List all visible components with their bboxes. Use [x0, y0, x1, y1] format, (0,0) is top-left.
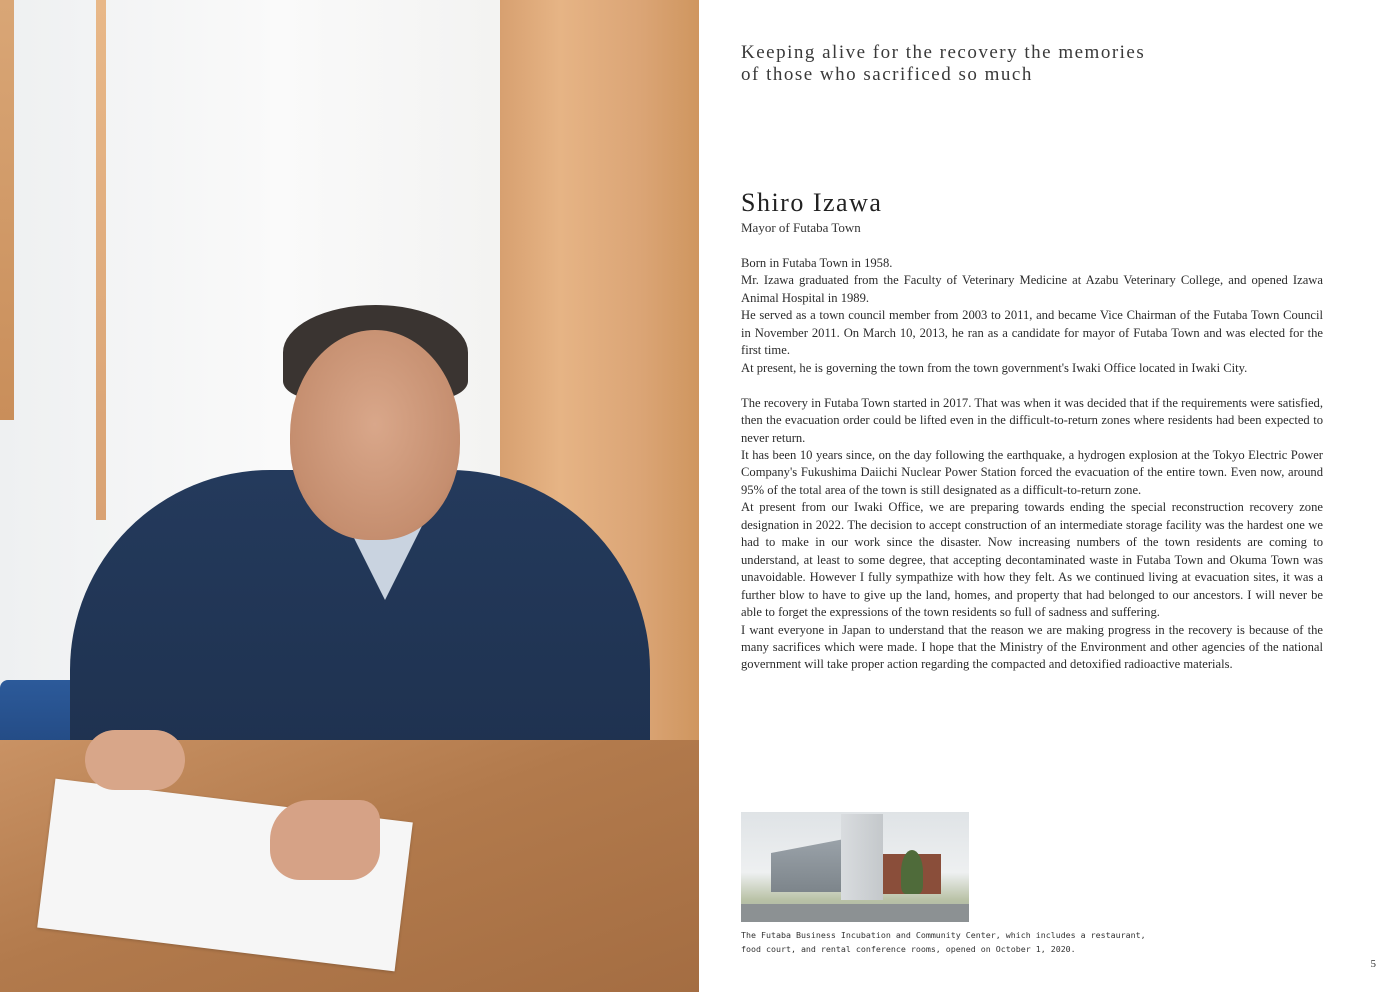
profile-name: Shiro Izawa [741, 188, 883, 217]
article-body [741, 255, 1323, 674]
page-number: 5 [1370, 958, 1376, 970]
tree [901, 850, 923, 894]
bio-paragraph: Mr. Izawa graduated from the Faculty of Veterinary Medicine at Azabu Veterinary College, and opened Izawa Animal Hospital in 1989. [741, 273, 1323, 305]
profile-role: Mayor of Futaba Town [741, 220, 861, 235]
caption-line-2: food court, and rental conference rooms, opened on October 1, 2020. [741, 944, 1076, 954]
statement-paragraph: It has been 10 years since, on the day following the earthquake, a hydrogen explosion at the Tokyo Electric Power Company's Fukushima Daiichi Nuclear Power Station forced the evacuation of the entire town. Even now, around 95% of the total area of the town is still designated as a difficult-to-return zone. [741, 447, 1323, 497]
photo-window-frame-inner [96, 0, 106, 520]
photo-face [290, 330, 460, 540]
bio-paragraph: Born in Futaba Town in 1958. [741, 256, 893, 270]
building-tower [841, 814, 883, 900]
community-center-photo [741, 812, 969, 922]
statement-paragraph: At present from our Iwaki Office, we are preparing towards ending the special reconstruction recovery zone designation in 2022. The decision to accept construction of an intermediate storage facility was the hardest one we had to make in our work since the disaster. Now increasing numbers of the town residents are coming to understand, at least to some degree, that accepting decontaminated waste in Futaba Town and Okuma Town was unavoidable. However I fully sympathize with how they felt. As we continued living at evacuation sites, it was a further blow to have to give up the land, homes, and property that had belonged to our ancestors. I will never be able to forget the expressions of the town residents so full of sadness and suffering. [741, 500, 1323, 620]
bio-paragraph: He served as a town council member from 2003 to 2011, and became Vice Chairman of the Futaba Town Council in November 2011. On March 10, 2013, he ran as a candidate for mayor of Futaba Town and was elected for the first time. [741, 308, 1323, 358]
headline-line-2: of those who sacrificed so much [741, 64, 1033, 85]
photo-window-frame [0, 0, 14, 420]
statement-paragraph: The recovery in Futaba Town started in 2017. That was when it was decided that if the requirements were satisfied, then the evacuation order could be lifted even in the difficult-to-return zones where residents had been expected to never return. [741, 395, 1323, 445]
road [741, 904, 969, 922]
paragraph-gap [741, 377, 1323, 394]
photo-left-hand [85, 730, 185, 790]
caption-line-1: The Futaba Business Incubation and Community Center, which includes a restaurant, [741, 930, 1146, 940]
statement-paragraph: I want everyone in Japan to understand that the reason we are making progress in the recovery is because of the many sacrifices which were made. I hope that the Ministry of the Environment and other agencies of the national government will take proper action regarding the compacted and detoxified radioactive materials. [741, 622, 1323, 672]
headline-line-1: Keeping alive for the recovery the memories [741, 42, 1146, 63]
photo-caption [741, 928, 1146, 956]
bio-paragraph: At present, he is governing the town from the town government's Iwaki Office located in Iwaki City. [741, 360, 1248, 375]
photo-right-hand [270, 800, 380, 880]
page-headline [741, 42, 1261, 86]
text-page [699, 0, 1398, 992]
